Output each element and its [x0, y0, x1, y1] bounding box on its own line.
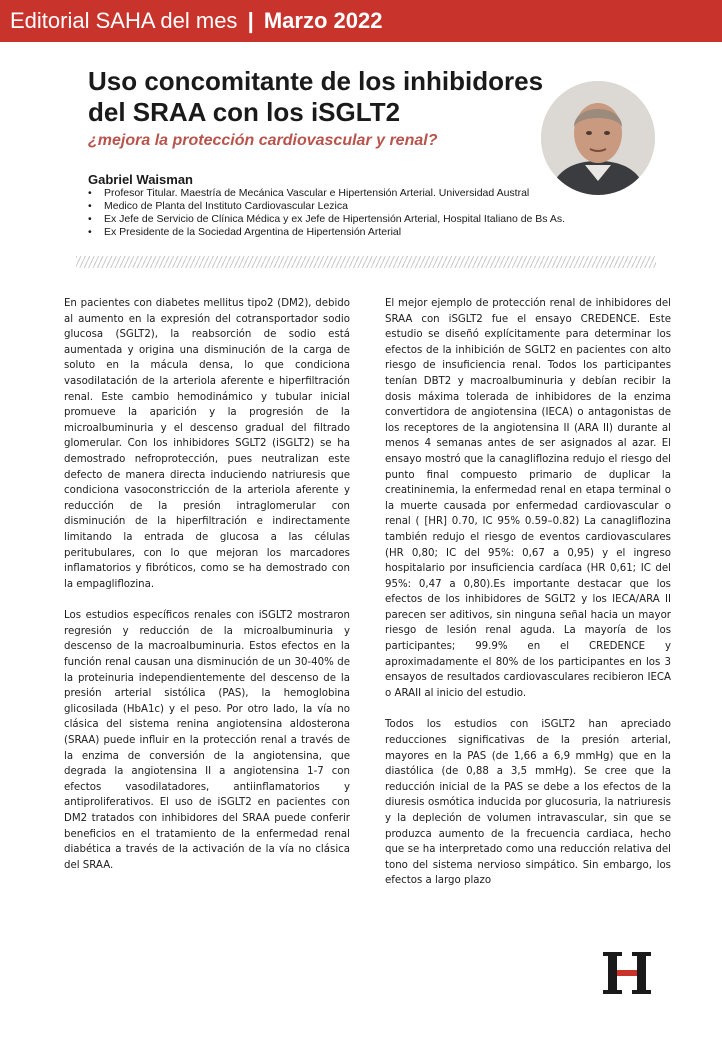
bullet: •: [88, 187, 92, 199]
credential-item: [88, 226, 558, 239]
body-paragraph: El mejor ejemplo de protección renal de inhibidores del SRAA con iSGLT2 fue el ensayo CREDENCE. Este estudio se diseñó explícitamente para determinar los efectos de la inhibición de SGLT2 en pacientes con alto riesgo de insuficiencia renal. Todos los participantes tenían DBT2 y macroalbuminuria y debían recibir la dosis máxima tolerada de inhibidores de la enzima convertidora de angiotensina (IECA) o antagonistas de los receptores de la angiotensina II (ARA II) durante al menos 4 semanas antes de ser asignados al azar. El ensayo mostró que la canagliflozina redujo el riesgo del punto final compuesto primario de duplicar la creatininemia, la enfermedad renal en etapa terminal o la muerte causada por enfermedad cardiovascular o renal ( [HR] 0.70, IC 95% 0.59–0.82) La canagliflozina también redujo el riesgo de eventos cardiovasculares (HR 0,80; IC del 95%: 0,67 a 0,95) y el ingreso hospitalario por insuficiencia cardíaca (HR 0,61; IC del 95%: 0,47 a 0,80).Es importante destacar que los efectos de los inhibidores de SGLT2 y los IECA/ARA II parecen ser aditivos, sin ninguna señal hacia un mayor riesgo de lesión renal aguda. La mayoría de los participantes; 99.9% en el CREDENCE y aproximadamente el 80% de los participantes en los 3 ensayos de resultados cardiovasculares recibieron IECA o ARAII al inicio del estudio.: [385, 298, 671, 699]
body-paragraph: Todos los estudios con iSGLT2 han apreciado reducciones significativas de la presión arterial, mayores en la PAS (de 1,66 a 6,9 mmHg) que en la diastólica (de 0,88 a 3,5 mmHg). Se cree que la reducción inicial de la PAS se debe a los efectos de la diuresis osmótica inducida por glucosuria, la natriuresis y la depleción de volumen intravascular, sin que se produzca aumento de la frecuencia cardiaca, hecho que se ha interpretado como una reducción relativa del tono del sistema nervioso simpático. Sin embargo, los efectos a largo plazo: [385, 719, 671, 887]
bullet: •: [88, 213, 92, 225]
credential-text: Ex Presidente de la Sociedad Argentina de Hipertensión Arterial: [104, 226, 402, 238]
banner-text: [10, 0, 382, 42]
credential-item: [88, 187, 558, 200]
credential-text: Medico de Planta del Instituto Cardiovascular Lezica: [104, 200, 348, 212]
credential-text: Profesor Titular. Maestría de Mecánica Vascular e Hipertensión Arterial. Universidad Austral: [104, 187, 530, 199]
author-name: Gabriel Waisman: [88, 172, 193, 187]
credential-text: Ex Jefe de Servicio de Clínica Médica y ex Jefe de Hipertensión Arterial, Hospital Italiano de Bs As.: [104, 213, 566, 225]
bullet: •: [88, 200, 92, 212]
banner-section: Editorial SAHA del mes: [10, 8, 238, 33]
author-photo: [541, 81, 655, 195]
right-column: [385, 296, 671, 905]
left-column: [64, 296, 350, 889]
header-banner: [0, 0, 722, 42]
author-credentials: [88, 187, 566, 239]
logo-mark: [600, 950, 654, 996]
credential-item: [88, 200, 558, 213]
saha-logo-icon: [600, 950, 654, 996]
banner-separator: |: [247, 8, 254, 33]
body-paragraph: En pacientes con diabetes mellitus tipo2 (DM2), debido al aumento en la expresión del cotransportador sodio glucosa (SGLT2), la reabsorción de sodio está aumentada y origina una disminución de la carga de soluto en la mácula densa, lo que condiciona vasodilatación de la arteriola aferente e hiperfiltración renal. Este cambio hemodinámico y tubular inicial promueve la aparición y la progresión de la microalbuminuria y el descenso gradual del filtrado glomerular. Con los inhibidores SGLT2 (iSGLT2) se ha demostrado nefroprotección, pues neutralizan este defecto de manera directa induciendo natriuresis que condiciona vasoconstricción de la arteriola aferente y reducción de la presión intraglomerular con disminución de la hiperfiltración e indirectamente limitando la entrada de glucosa a las células peritubulares, con lo que mejoran los marcadores inflamatorios y fibróticos, como se ha demostrado con la empagliflozina.: [64, 298, 350, 590]
article-subtitle: ¿mejora la protección cardiovascular y renal?: [88, 132, 438, 149]
body-paragraph: Los estudios específicos renales con iSGLT2 mostraron regresión y reducción de la microalbuminuria y descenso de la macroalbuminuria. Estos efectos en la función renal causan una disminución de un 30-40% de la proteinuria independientemente del descenso de la presión arterial sistólica (PAS), la hemoglobina glicosilada (HbA1c) y el peso. Por otro lado, la vía no clásica del sistema renina angiotensina aldosterona (SRAA) puede influir en la protección renal a través de la enzima de conversión de la angiotensina, que degrada la angiotensina II a angiotensina 1-7 con efectos vasodilatadores, antiinflamatorios y antiproliferativos. El uso de iSGLT2 en pacientes con DM2 tratados con inhibidores del SRAA puede conferir beneficios en el tratamiento de la enfermedad renal diabética a través de la activación de la vía no clásica del SRAA.: [64, 610, 350, 871]
article-title: Uso concomitante de los inhibidores del SRAA con los iSGLT2: [88, 66, 544, 127]
hatched-divider: [76, 256, 656, 268]
credential-item: [88, 213, 566, 226]
author-portrait-image: [541, 81, 655, 195]
bullet: •: [88, 226, 92, 238]
banner-month: Marzo 2022: [263, 8, 383, 33]
